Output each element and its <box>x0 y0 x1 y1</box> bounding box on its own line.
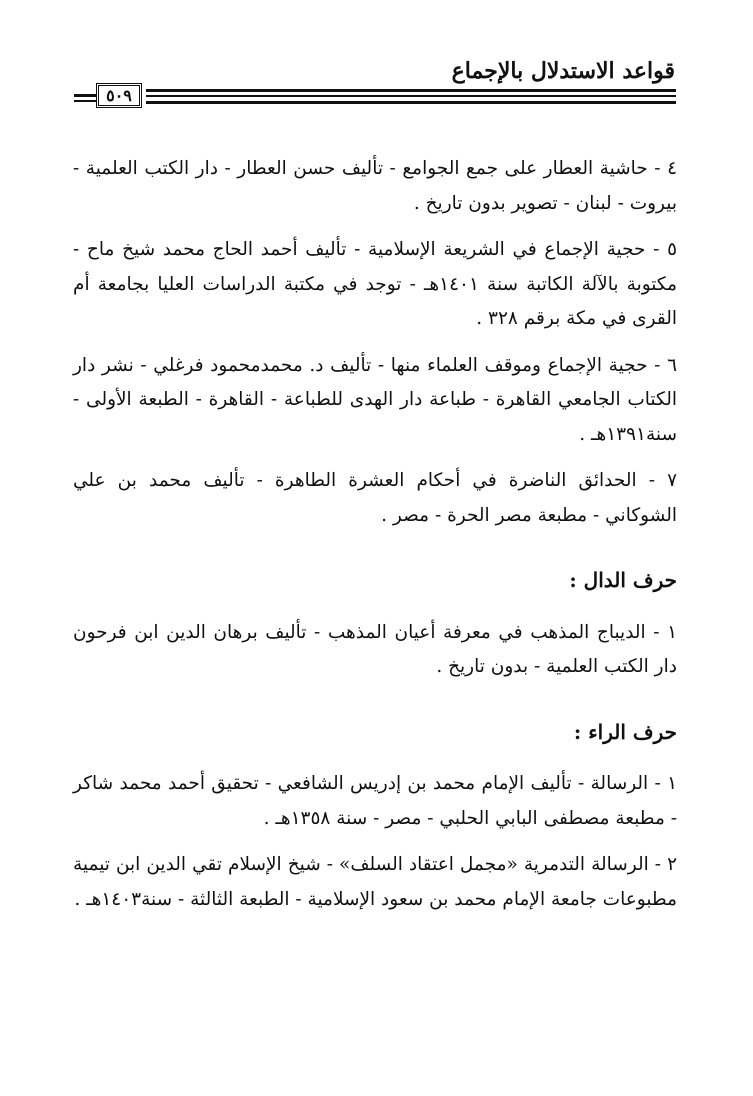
entry-number: ٤ <box>667 158 678 179</box>
entry-number: ٥ <box>667 239 677 260</box>
section-heading-dal: حرف الدال : <box>569 568 677 592</box>
entry-number: ٢ <box>667 854 677 875</box>
entry-text: حجية الإجماع في الشريعة الإسلامية - تأليف أحمد الحاج محمد شيخ ماح - مكتوبة بالآلة الكاتبة سنة ١٤٠١هـ - توجد في مكتبة الدراسات العليا بجامعة أم القرى في مكة برقم ٣٢٨ . <box>73 239 677 329</box>
entry-text: حاشية العطار على جمع الجوامع - تأليف حسن العطار - دار الكتب العلمية - بيروت - لبنان - تصوير بدون تاريخ . <box>73 158 677 214</box>
header-rule <box>146 89 676 92</box>
header-rule <box>146 95 676 97</box>
entry-number: ٧ <box>667 470 677 491</box>
bibliography-entry: ٦ - حجية الإجماع وموقف العلماء منها - تأليف د. محمدمحمود فرغلي - نشر دار الكتاب الجامعي القاهرة - طباعة دار الهدى للطباعة - القاهرة - الطبعة الأولى - سنة١٣٩١هـ . <box>73 354 677 445</box>
section-heading-ra: حرف الراء : <box>573 719 677 744</box>
entry-text: الرسالة - تأليف الإمام محمد بن إدريس الشافعي - تحقيق أحمد محمد شاكر - مطبعة مصطفى البابي الحلبي - مصر - سنة ١٣٥٨هـ . <box>73 773 677 829</box>
entry-text: حجية الإجماع وموقف العلماء منها - تأليف د. محمدمحمود فرغلي - نشر دار الكتاب الجامعي القاهرة - طباعة دار الهدى للطباعة - القاهرة - الطبعة الأولى - سنة١٣٩١هـ . <box>73 354 677 445</box>
entry-number: ٦ <box>667 354 677 376</box>
bibliography-entry: ١ - الديباج المذهب في معرفة أعيان المذهب - تأليف برهان الدين ابن فرحون دار الكتب العلمية - بدون تاريخ . <box>73 621 677 677</box>
entry-text: الديباج المذهب في معرفة أعيان المذهب - تأليف برهان الدين ابن فرحون دار الكتب العلمية - بدون تاريخ . <box>73 621 677 677</box>
page-number: ٥٠٩ <box>96 83 142 108</box>
entry-text: الرسالة التدمرية «مجمل اعتقاد السلف» - شيخ الإسلام تقي الدين ابن تيمية مطبوعات جامعة الإمام محمد بن سعود الإسلامية - الطبعة الثالثة - سنة١٤٠٣هـ . <box>73 854 677 910</box>
running-title: قواعد الاستدلال بالإجماع <box>451 58 675 84</box>
bibliography-entry: ٢ - الرسالة التدمرية «مجمل اعتقاد السلف» - شيخ الإسلام تقي الدين ابن تيمية مطبوعات جامعة الإمام محمد بن سعود الإسلامية - الطبعة الثالثة - سنة١٤٠٣هـ . <box>73 854 677 910</box>
bibliography-list <box>73 152 677 929</box>
bibliography-entry: ٥ - حجية الإجماع في الشريعة الإسلامية - تأليف أحمد الحاج محمد شيخ ماح - مكتوبة بالآلة الكاتبة سنة ١٤٠١هـ - توجد في مكتبة الدراسات العليا بجامعة أم القرى في مكة برقم ٣٢٨ . <box>73 239 677 329</box>
bibliography-entry: ٧ - الحدائق الناضرة في أحكام العشرة الطاهرة - تأليف محمد بن علي الشوكاني - مطبعة مصر الحرة - مصر . <box>73 470 677 526</box>
entry-number: ١ <box>667 773 678 794</box>
entry-number: ١ <box>667 621 677 643</box>
header-rule <box>74 94 96 97</box>
bibliography-entry: ٤ - حاشية العطار على جمع الجوامع - تأليف حسن العطار - دار الكتب العلمية - بيروت - لبنان - تصوير بدون تاريخ . <box>73 158 678 214</box>
bibliography-entry: ١ - الرسالة - تأليف الإمام محمد بن إدريس الشافعي - تحقيق أحمد محمد شاكر - مطبعة مصطفى البابي الحلبي - مصر - سنة ١٣٥٨هـ . <box>73 773 678 829</box>
entry-text: الحدائق الناضرة في أحكام العشرة الطاهرة - تأليف محمد بن علي الشوكاني - مطبعة مصر الحرة - مصر . <box>73 470 677 526</box>
header-rule <box>146 101 676 104</box>
header-rule <box>74 100 96 102</box>
